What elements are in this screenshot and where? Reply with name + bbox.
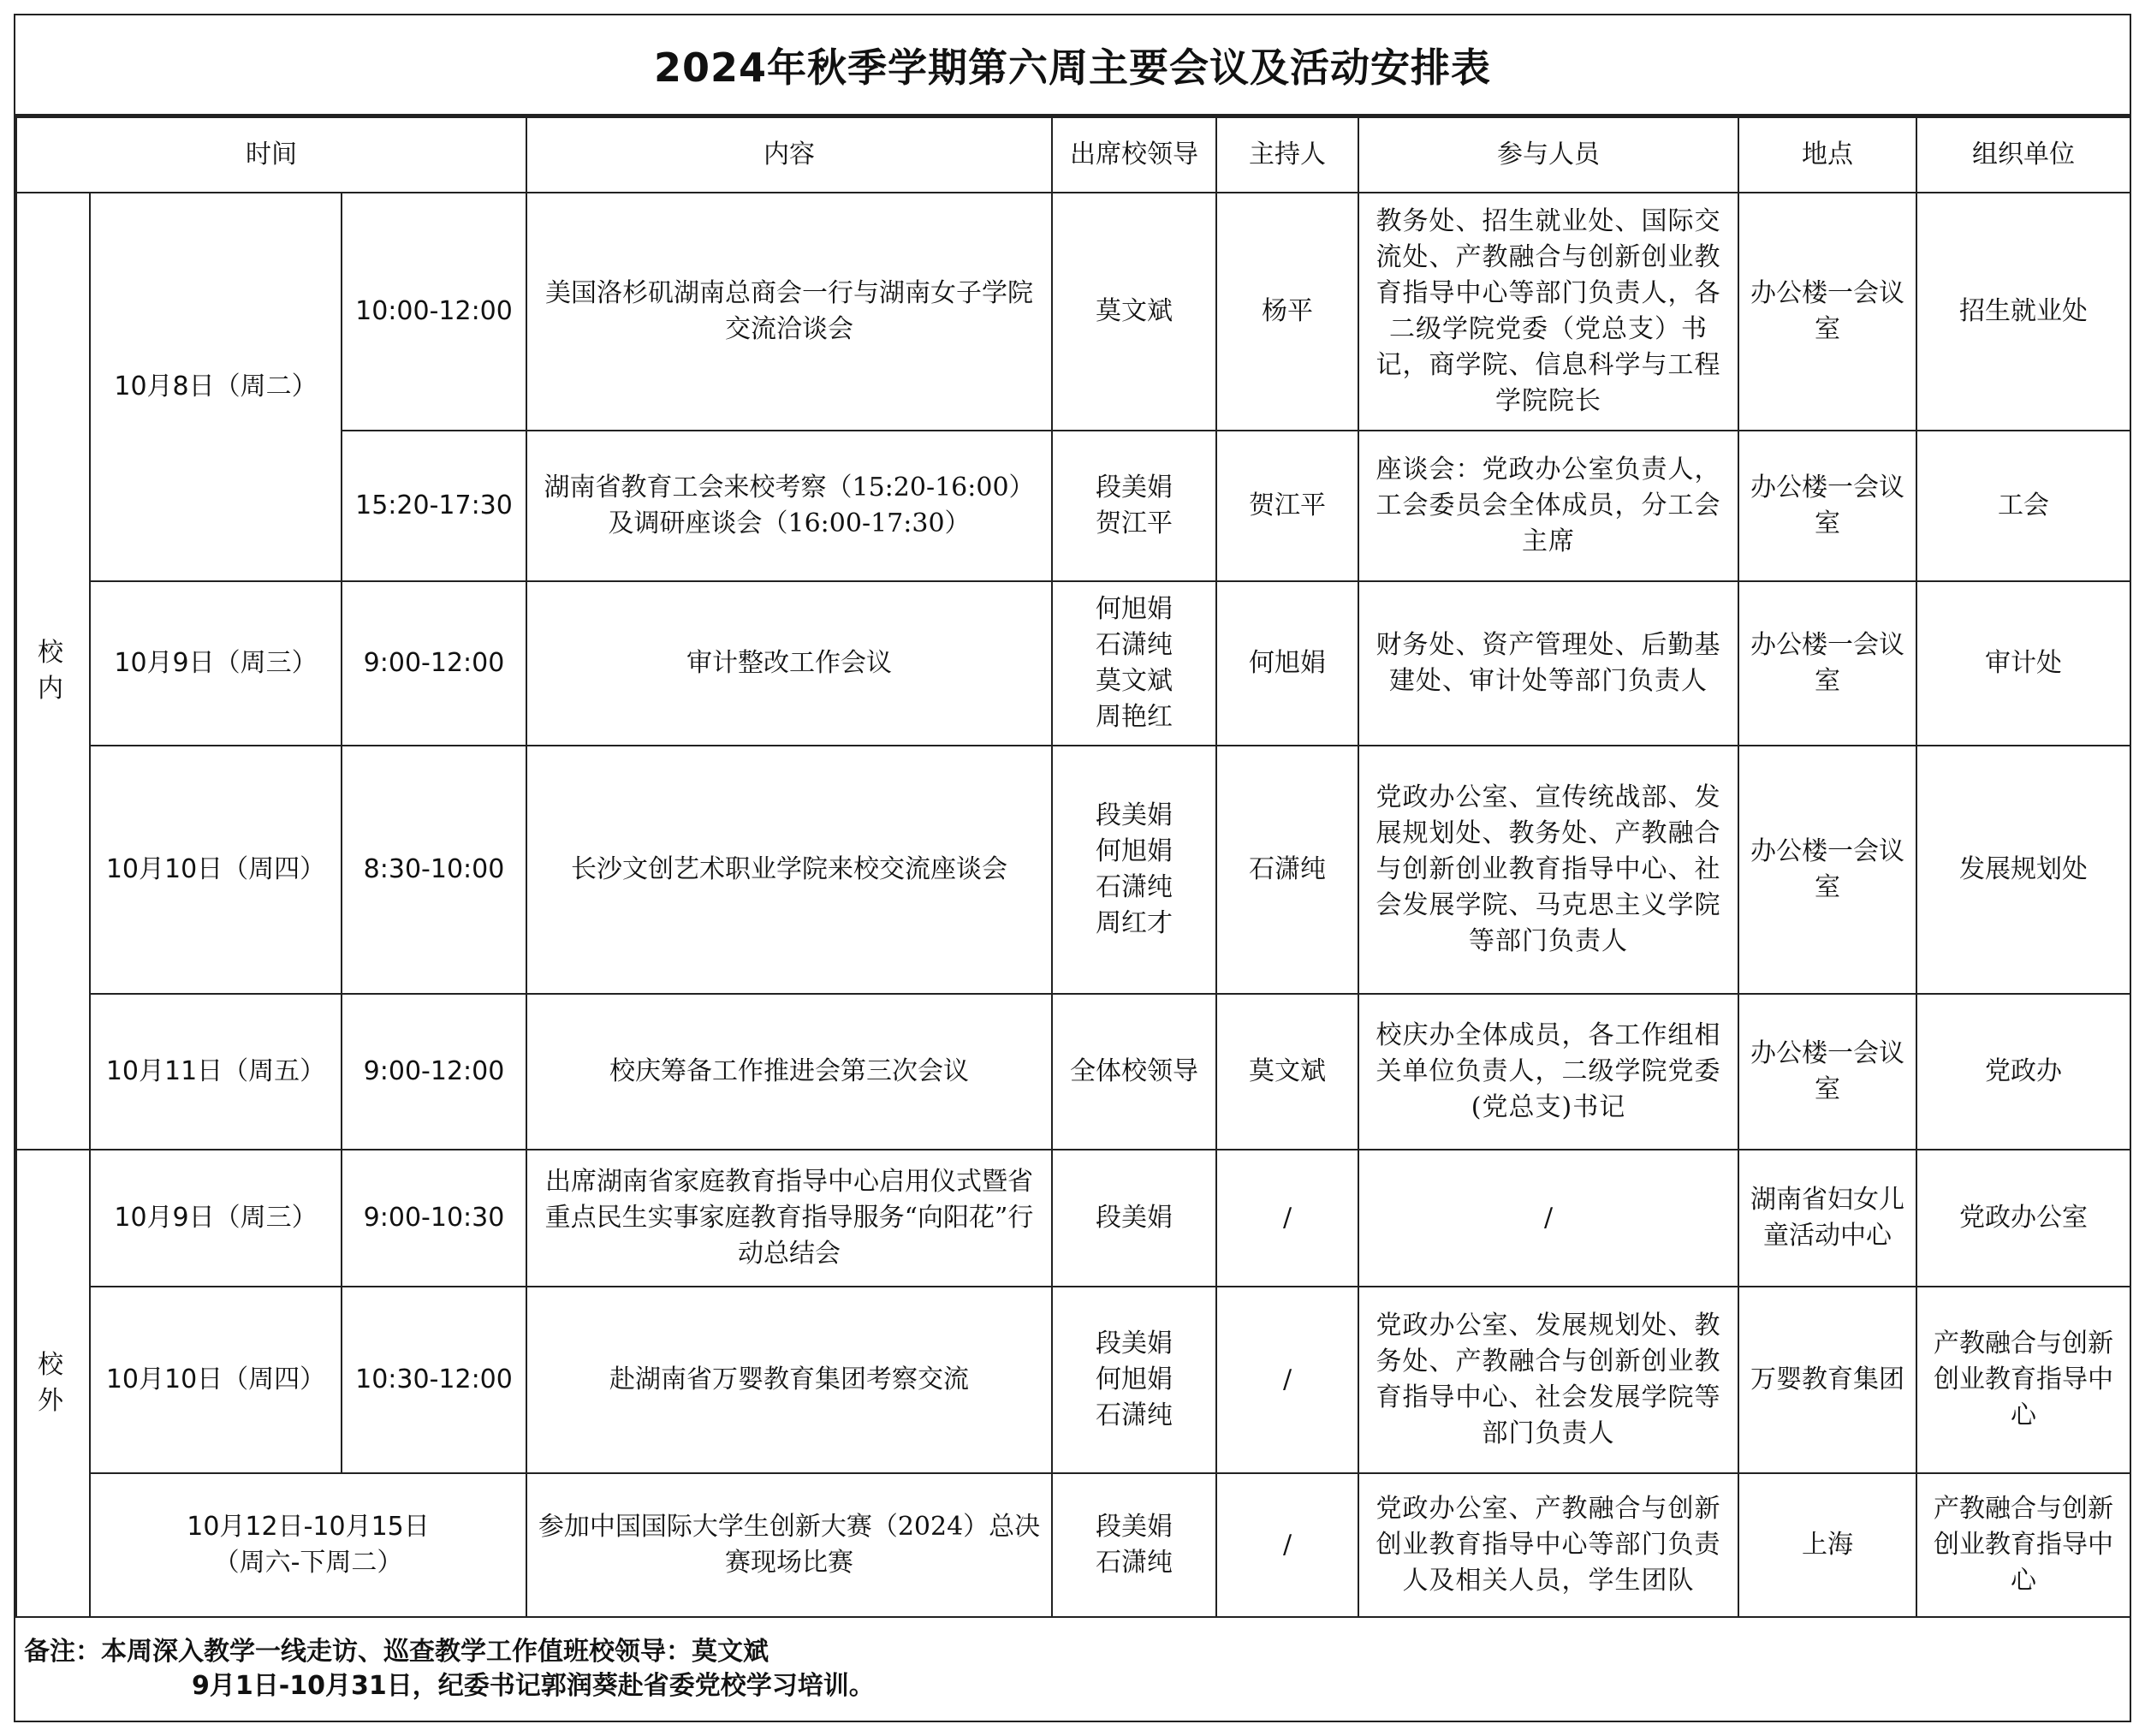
date-cell: 10月11日（周五） bbox=[90, 994, 342, 1150]
header-organizer: 组织单位 bbox=[1916, 117, 2130, 193]
location-cell: 办公楼一会议室 bbox=[1738, 994, 1916, 1150]
date-cell: 10月9日（周三） bbox=[90, 581, 342, 746]
header-leaders: 出席校领导 bbox=[1052, 117, 1216, 193]
organizer-cell: 工会 bbox=[1916, 431, 2130, 581]
table-row bbox=[16, 1473, 2130, 1617]
organizer-cell: 招生就业处 bbox=[1916, 193, 2130, 431]
leaders-cell bbox=[1052, 431, 1216, 581]
host-cell: 杨平 bbox=[1216, 193, 1358, 431]
content-cell: 长沙文创艺术职业学院来校交流座谈会 bbox=[526, 746, 1052, 994]
host-cell: / bbox=[1216, 1150, 1358, 1287]
schedule-sheet bbox=[14, 14, 2131, 1722]
date-cell: 10月10日（周四） bbox=[90, 746, 342, 994]
leader-name: 段美娟 bbox=[1096, 800, 1174, 830]
leaders-cell bbox=[1052, 746, 1216, 994]
header-participants: 参与人员 bbox=[1358, 117, 1738, 193]
leader-name: 段美娟 bbox=[1096, 1329, 1174, 1358]
location-cell: 万婴教育集团 bbox=[1738, 1287, 1916, 1473]
leaders-cell: 莫文斌 bbox=[1052, 193, 1216, 431]
time-cell: 9:00-10:30 bbox=[342, 1150, 526, 1287]
table-row bbox=[16, 581, 2130, 746]
participants-cell: / bbox=[1358, 1150, 1738, 1287]
participants-cell: 校庆办全体成员，各工作组相关单位负责人，二级学院党委(党总支)书记 bbox=[1358, 994, 1738, 1150]
header-time: 时间 bbox=[16, 117, 526, 193]
time-cell: 8:30-10:00 bbox=[342, 746, 526, 994]
host-cell: 何旭娟 bbox=[1216, 581, 1358, 746]
organizer-cell: 审计处 bbox=[1916, 581, 2130, 746]
organizer-cell: 党政办公室 bbox=[1916, 1150, 2130, 1287]
leader-name: 贺江平 bbox=[1096, 508, 1174, 538]
content-cell: 美国洛杉矶湖南总商会一行与湖南女子学院交流洽谈会 bbox=[526, 193, 1052, 431]
content-cell: 参加中国国际大学生创新大赛（2024）总决赛现场比赛 bbox=[526, 1473, 1052, 1617]
table-row bbox=[16, 193, 2130, 431]
leader-name: 周红才 bbox=[1096, 908, 1174, 938]
time-cell: 10:30-12:00 bbox=[342, 1287, 526, 1473]
region-campus: 校内 bbox=[16, 193, 90, 1150]
location-cell: 办公楼一会议室 bbox=[1738, 581, 1916, 746]
date-cell: 10月8日（周二） bbox=[90, 193, 342, 581]
host-cell: 贺江平 bbox=[1216, 431, 1358, 581]
organizer-cell: 党政办 bbox=[1916, 994, 2130, 1150]
header-location: 地点 bbox=[1738, 117, 1916, 193]
date-range-weekday: （周六-下周二） bbox=[213, 1548, 403, 1578]
leaders-cell bbox=[1052, 581, 1216, 746]
leader-name: 何旭娟 bbox=[1096, 1364, 1174, 1394]
date-cell: 10月9日（周三） bbox=[90, 1150, 342, 1287]
location-cell: 办公楼一会议室 bbox=[1738, 193, 1916, 431]
host-cell: 莫文斌 bbox=[1216, 994, 1358, 1150]
note-line: 备注：本周深入教学一线走访、巡查教学工作值班校领导：莫文斌 bbox=[24, 1637, 769, 1667]
host-cell: / bbox=[1216, 1473, 1358, 1617]
location-cell: 湖南省妇女儿童活动中心 bbox=[1738, 1150, 1916, 1287]
host-cell: / bbox=[1216, 1287, 1358, 1473]
content-cell: 校庆筹备工作推进会第三次会议 bbox=[526, 994, 1052, 1150]
content-cell: 审计整改工作会议 bbox=[526, 581, 1052, 746]
leader-name: 周艳红 bbox=[1096, 702, 1174, 732]
leaders-cell bbox=[1052, 1473, 1216, 1617]
leader-name: 石潇纯 bbox=[1096, 630, 1174, 660]
participants-cell: 教务处、招生就业处、国际交流处、产教融合与创新创业教育指导中心等部门负责人，各二级学院党委（党总支）书记，商学院、信息科学与工程学院院长 bbox=[1358, 193, 1738, 431]
leaders-cell bbox=[1052, 1287, 1216, 1473]
header-row bbox=[16, 117, 2130, 193]
leaders-cell: 段美娟 bbox=[1052, 1150, 1216, 1287]
participants-cell: 党政办公室、发展规划处、教务处、产教融合与创新创业教育指导中心、社会发展学院等部门负责人 bbox=[1358, 1287, 1738, 1473]
time-cell: 10:00-12:00 bbox=[342, 193, 526, 431]
table-row bbox=[16, 1287, 2130, 1473]
location-cell: 上海 bbox=[1738, 1473, 1916, 1617]
leader-name: 石潇纯 bbox=[1096, 1548, 1174, 1578]
participants-cell: 党政办公室、宣传统战部、发展规划处、教务处、产教融合与创新创业教育指导中心、社会发展学院、马克思主义学院等部门负责人 bbox=[1358, 746, 1738, 994]
region-offcampus: 校外 bbox=[16, 1150, 90, 1617]
notes-section bbox=[15, 1620, 2130, 1721]
date-range: 10月12日-10月15日 bbox=[187, 1512, 430, 1542]
header-host: 主持人 bbox=[1216, 117, 1358, 193]
table-row bbox=[16, 994, 2130, 1150]
table-row bbox=[16, 1150, 2130, 1287]
time-cell: 9:00-12:00 bbox=[342, 994, 526, 1150]
location-cell: 办公楼一会议室 bbox=[1738, 431, 1916, 581]
page-title: 2024年秋季学期第六周主要会议及活动安排表 bbox=[15, 15, 2130, 116]
time-cell: 15:20-17:30 bbox=[342, 431, 526, 581]
participants-cell: 财务处、资产管理处、后勤基建处、审计处等部门负责人 bbox=[1358, 581, 1738, 746]
date-cell: 10月10日（周四） bbox=[90, 1287, 342, 1473]
organizer-cell: 产教融合与创新创业教育指导中心 bbox=[1916, 1473, 2130, 1617]
leader-name: 石潇纯 bbox=[1096, 872, 1174, 902]
note-line: 9月1日-10月31日，纪委书记郭润葵赴省委党校学习培训。 bbox=[192, 1671, 875, 1701]
location-cell: 办公楼一会议室 bbox=[1738, 746, 1916, 994]
content-cell: 赴湖南省万婴教育集团考察交流 bbox=[526, 1287, 1052, 1473]
leader-name: 段美娟 bbox=[1096, 1512, 1174, 1542]
time-cell: 9:00-12:00 bbox=[342, 581, 526, 746]
leader-name: 段美娟 bbox=[1096, 473, 1174, 502]
header-content: 内容 bbox=[526, 117, 1052, 193]
leaders-cell: 全体校领导 bbox=[1052, 994, 1216, 1150]
leader-name: 何旭娟 bbox=[1096, 594, 1174, 624]
leader-name: 何旭娟 bbox=[1096, 836, 1174, 866]
organizer-cell: 产教融合与创新创业教育指导中心 bbox=[1916, 1287, 2130, 1473]
content-cell: 出席湖南省家庭教育指导中心启用仪式暨省重点民生实事家庭教育指导服务“向阳花”行动总结会 bbox=[526, 1150, 1052, 1287]
participants-cell: 党政办公室、产教融合与创新创业教育指导中心等部门负责人及相关人员，学生团队 bbox=[1358, 1473, 1738, 1617]
host-cell: 石潇纯 bbox=[1216, 746, 1358, 994]
organizer-cell: 发展规划处 bbox=[1916, 746, 2130, 994]
date-cell bbox=[90, 1473, 526, 1617]
table-row bbox=[16, 746, 2130, 994]
participants-cell: 座谈会：党政办公室负责人，工会委员会全体成员，分工会主席 bbox=[1358, 431, 1738, 581]
content-cell: 湖南省教育工会来校考察（15:20-16:00）及调研座谈会（16:00-17:30） bbox=[526, 431, 1052, 581]
leader-name: 莫文斌 bbox=[1096, 666, 1174, 696]
leader-name: 石潇纯 bbox=[1096, 1400, 1174, 1430]
schedule-table bbox=[15, 116, 2131, 1618]
